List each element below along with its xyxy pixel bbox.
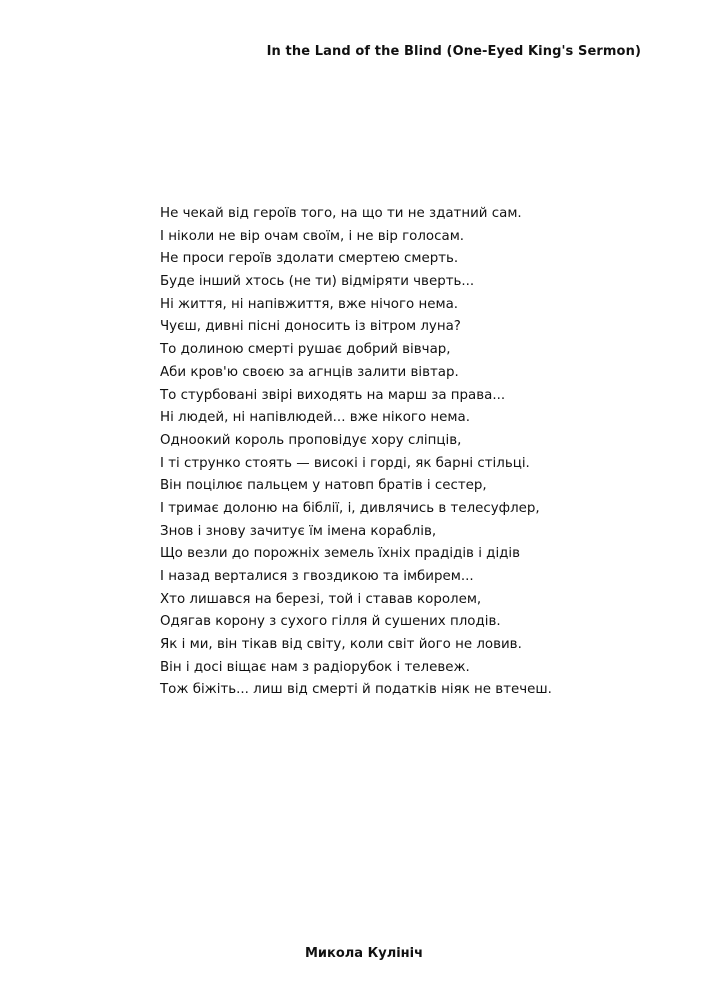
- poem-line: То долиною смерті рушає добрий вівчар,: [160, 342, 451, 358]
- poem-line: Одноокий король проповідує хору сліпців,: [160, 432, 462, 448]
- poem-line: Він поцілює пальцем у натовп братів і сестер,: [160, 478, 487, 494]
- poem-line: Чуєш, дивні пісні доносить із вітром луна?: [160, 319, 461, 335]
- poem-line: Тож біжіть... лиш від смерті й податків ніяк не втечеш.: [160, 682, 552, 698]
- poem-line: Ні життя, ні напівжиття, вже нічого нема.: [160, 296, 459, 312]
- poem-line: І тримає долоню на біблії, і, дивлячись в телесуфлер,: [160, 500, 540, 516]
- page-title: In the Land of the Blind (One-Eyed King's Sermon): [266, 44, 641, 59]
- poem-line: Як і ми, він тікав від світу, коли світ його не ловив.: [160, 637, 522, 653]
- poem-line: Одягав корону з сухого гілля й сушених плодів.: [160, 614, 501, 630]
- poem-line: Ні людей, ні напівлюдей... вже нікого нема.: [160, 410, 470, 426]
- poem-line: Не чекай від героїв того, на що ти не здатний сам.: [160, 206, 522, 221]
- author-name: Микола Кулініч: [304, 946, 424, 961]
- poem-line: Не проси героїв здолати смертею смерть.: [160, 251, 459, 267]
- poem-line: Буде інший хтось (не ти) відміряти чверть...: [160, 274, 475, 290]
- poem-line: Знов і знову зачитує їм імена кораблів,: [160, 523, 437, 539]
- poem-line: Що везли до порожніх земель їхніх прадідів і дідів: [160, 546, 521, 562]
- poem-line: І ті струнко стоять — високі і горді, як барні стільці.: [160, 455, 530, 471]
- poem-line: І ніколи не вір очам своїм, і не вір голосам.: [160, 228, 465, 244]
- poem-line: Хто лишався на березі, той і ставав королем,: [160, 591, 482, 607]
- poem-line: І назад верталися з гвоздикою та імбирем...: [160, 569, 474, 584]
- poem-body: [160, 203, 552, 702]
- poem-line: То стурбовані звірі виходять на марш за права...: [160, 387, 506, 403]
- poem-line: Він і досі віщає нам з радіорубок і телевеж.: [160, 659, 470, 675]
- poem-line: Аби кров'ю своєю за агнців залити вівтар.: [160, 364, 459, 380]
